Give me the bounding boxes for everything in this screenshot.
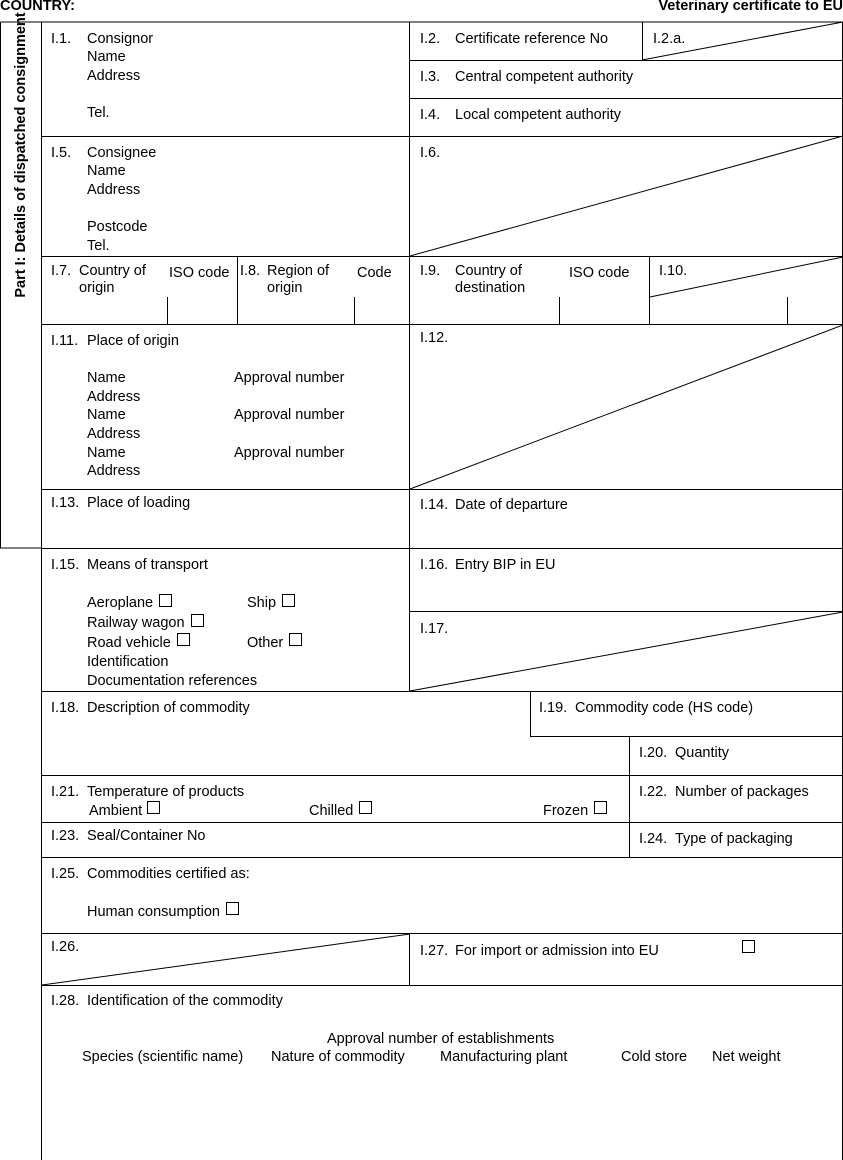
aeroplane-label: Aeroplane	[87, 595, 154, 611]
box-number: I.1.	[51, 31, 72, 47]
identification-label: Identification	[87, 654, 169, 670]
consignee-label: Consignee	[87, 145, 157, 161]
central-authority-label: Central competent authority	[455, 69, 634, 85]
box-number: I.24.	[639, 831, 668, 847]
means-of-transport-label: Means of transport	[87, 557, 208, 573]
box-number: I.11.	[51, 333, 79, 349]
identification-of-commodity-label: Identification of the commodity	[87, 993, 283, 1009]
other-label: Other	[247, 635, 284, 651]
destination-iso-code-label: ISO code	[569, 265, 630, 281]
country-of-destination-label-line2: destination	[455, 280, 526, 296]
documentation-references-label: Documentation references	[87, 673, 258, 689]
box-number: I.2.a.	[653, 31, 686, 47]
type-of-packaging-label: Type of packaging	[675, 831, 793, 847]
consignor-address-label: Address	[87, 68, 141, 84]
quantity-label: Quantity	[675, 745, 729, 761]
railway-wagon-checkbox[interactable]	[191, 614, 204, 627]
box-number: I.17.	[420, 621, 449, 637]
origin-name-label: Name	[87, 370, 126, 386]
origin-address-label: Address	[87, 389, 141, 405]
box-number: I.21.	[51, 784, 80, 800]
import-admission-label: For import or admission into EU	[455, 943, 659, 959]
box-number: I.25.	[51, 866, 80, 882]
region-code-label: Code	[357, 265, 392, 281]
origin-address-label: Address	[87, 426, 141, 442]
number-of-packages-label: Number of packages	[675, 784, 809, 800]
box-number: I.7.	[51, 263, 72, 279]
ship-label: Ship	[247, 595, 277, 611]
box-number: I.10.	[659, 263, 688, 279]
road-vehicle-label: Road vehicle	[87, 635, 171, 651]
consignee-name-label: Name	[87, 163, 126, 179]
box-number: I.27.	[420, 943, 449, 959]
box-number: I.5.	[51, 145, 72, 161]
entry-bip-label: Entry BIP in EU	[455, 557, 556, 573]
railway-wagon-label: Railway wagon	[87, 615, 185, 631]
box-number: I.6.	[420, 145, 441, 161]
date-of-departure-label: Date of departure	[455, 497, 568, 513]
box-number: I.26.	[51, 939, 80, 955]
aeroplane-checkbox[interactable]	[159, 594, 172, 607]
origin-name-label: Name	[87, 407, 126, 423]
column-nature-of-commodity: Nature of commodity	[271, 1049, 405, 1065]
box-number: I.12.	[420, 330, 449, 346]
part-one-side-label: Part I: Details of dispatched consignment	[13, 12, 29, 298]
box-number: I.20.	[639, 745, 668, 761]
frozen-checkbox[interactable]	[594, 801, 607, 814]
commodities-certified-label: Commodities certified as:	[87, 866, 250, 882]
column-cold-store: Cold store	[621, 1049, 688, 1065]
country-of-destination-label: Country of	[455, 263, 522, 279]
origin-approval-label: Approval number	[234, 445, 345, 461]
import-admission-checkbox[interactable]	[742, 940, 755, 953]
box-number: I.8.	[240, 263, 261, 279]
consignee-postcode-label: Postcode	[87, 219, 148, 235]
box-number: I.14.	[420, 497, 449, 513]
box-number: I.19.	[539, 700, 568, 716]
box-number: I.9.	[420, 263, 441, 279]
consignor-label: Consignor	[87, 31, 154, 47]
box-number: I.2.	[420, 31, 441, 47]
seal-container-label: Seal/Container No	[87, 828, 206, 844]
region-of-origin-label: Region of	[267, 263, 330, 279]
region-of-origin-label-line2: origin	[267, 280, 303, 296]
origin-approval-label: Approval number	[234, 407, 345, 423]
approval-number-header: Approval number of establishments	[327, 1031, 555, 1047]
description-of-commodity-label: Description of commodity	[87, 700, 250, 716]
local-authority-label: Local competent authority	[455, 107, 622, 123]
consignor-tel-label: Tel.	[87, 105, 110, 121]
road-vehicle-checkbox[interactable]	[177, 633, 190, 646]
box-number: I.18.	[51, 700, 80, 716]
box-number: I.4.	[420, 107, 441, 123]
box-number: I.13.	[51, 495, 80, 511]
certificate-reference-label: Certificate reference No	[455, 31, 609, 47]
box-number: I.22.	[639, 784, 668, 800]
origin-name-label: Name	[87, 445, 126, 461]
frozen-label: Frozen	[543, 803, 589, 819]
chilled-label: Chilled	[309, 803, 354, 819]
box-number: I.15.	[51, 557, 80, 573]
chilled-checkbox[interactable]	[359, 801, 372, 814]
temperature-of-products-label: Temperature of products	[87, 784, 245, 800]
box-number: I.23.	[51, 828, 80, 844]
origin-iso-code-label: ISO code	[169, 265, 230, 281]
consignor-name-label: Name	[87, 49, 126, 65]
box-number: I.3.	[420, 69, 441, 85]
human-consumption-checkbox[interactable]	[226, 902, 239, 915]
place-of-origin-label: Place of origin	[87, 333, 179, 349]
certificate-title: Veterinary certificate to EU	[658, 0, 843, 14]
column-species: Species (scientific name)	[82, 1049, 244, 1065]
country-of-origin-label-line2: origin	[79, 280, 115, 296]
column-manufacturing-plant: Manufacturing plant	[440, 1049, 568, 1065]
origin-approval-label: Approval number	[234, 370, 345, 386]
ambient-label: Ambient	[89, 803, 143, 819]
box-number: I.28.	[51, 993, 80, 1009]
consignee-address-label: Address	[87, 182, 141, 198]
consignee-tel-label: Tel.	[87, 238, 110, 254]
country-heading: COUNTRY:	[0, 0, 75, 14]
ambient-checkbox[interactable]	[147, 801, 160, 814]
box-number: I.16.	[420, 557, 449, 573]
commodity-code-label: Commodity code (HS code)	[575, 700, 754, 716]
place-of-loading-label: Place of loading	[87, 495, 191, 511]
ship-checkbox[interactable]	[282, 594, 295, 607]
human-consumption-label: Human consumption	[87, 904, 220, 920]
column-net-weight: Net weight	[712, 1049, 781, 1065]
origin-address-label: Address	[87, 463, 141, 479]
other-checkbox[interactable]	[289, 633, 302, 646]
country-of-origin-label: Country of	[79, 263, 146, 279]
